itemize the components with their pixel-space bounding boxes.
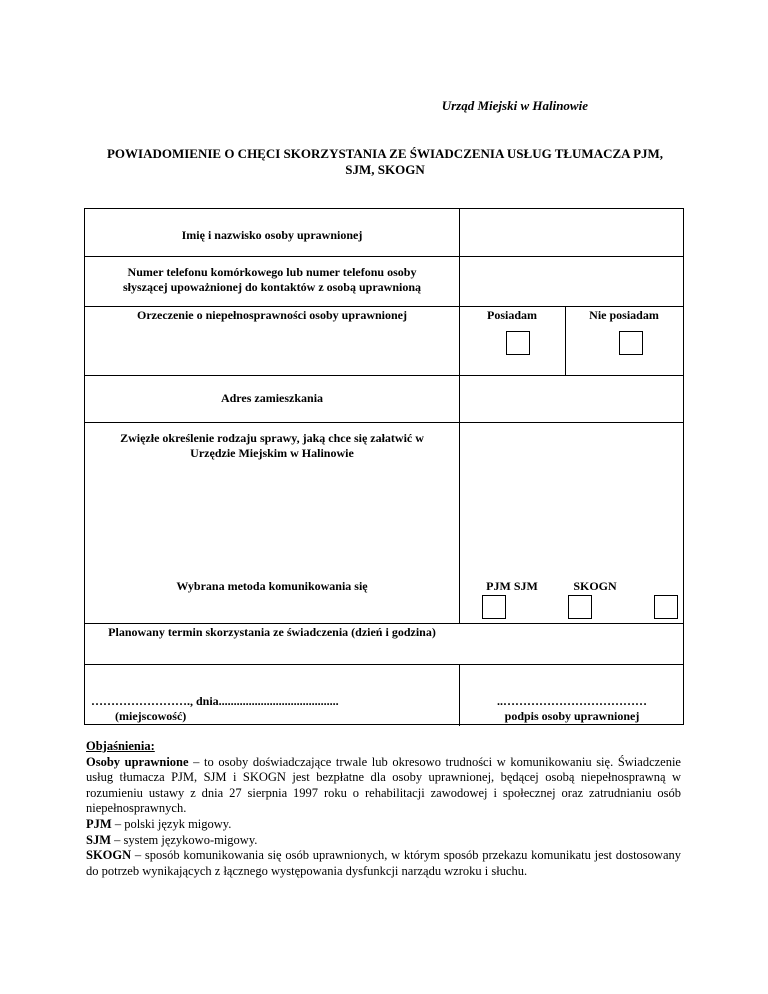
- explanation-entitled: [86, 755, 681, 817]
- term-pjm: PJM: [86, 816, 112, 831]
- method-skogn-label: SKOGN: [573, 579, 617, 593]
- explanation-pjm: [86, 817, 681, 833]
- method-pjm-checkbox[interactable]: [482, 595, 506, 619]
- phone-label-line-2: słyszącej upoważnionej do kontaktów z osobą uprawnioną: [122, 280, 422, 294]
- phone-label: [85, 265, 459, 295]
- term-sjm: SJM: [86, 832, 111, 847]
- place-date-line: ……………………., dnia........................................: [91, 694, 339, 708]
- explanations-heading: Objaśnienia:: [86, 739, 155, 753]
- option-not-have-label: Nie posiadam: [589, 308, 659, 322]
- signature-caption: podpis osoby uprawnionej: [504, 709, 640, 723]
- phone-field[interactable]: [461, 257, 683, 305]
- option-have-label: Posiadam: [486, 308, 537, 322]
- definition-entitled: – to osoby doświadczające trwale lub okresowo trudności w komunikowaniu się. Świadczenie usług tłumacza PJM, SJM i SKOGN jest bezpłatne dla osoby uprawnionej, będącej osobą niepełnosprawną w rozumieniu ustawy z dnia 27 sierpnia 1997 roku o rehabilitacji zawodowej i społecznej oraz zatrudnianiu osób niepełnosprawnych.: [86, 754, 681, 816]
- method-pjm-sjm-label: PJM SJM: [486, 579, 538, 593]
- definition-pjm: – polski język migowy.: [111, 816, 232, 831]
- not-have-checkbox[interactable]: [619, 331, 643, 355]
- signature-line: ..………………………………: [497, 694, 647, 708]
- matter-label-line-1: Zwięzłe określenie rodzaju sprawy, jaką chce się załatwić w: [120, 431, 424, 445]
- address-field[interactable]: [461, 376, 683, 421]
- method-label: Wybrana metoda komunikowania się: [176, 579, 368, 593]
- matter-label-line-2: Urzędzie Miejskim w Halinowie: [190, 446, 354, 460]
- definition-skogn: – sposób komunikowania się osób uprawnionych, w którym sposób przekazu komunikatu jest dostosowany do potrzeb wynikających z łącznego występowania dysfunkcji narządu wzroku i słuchu.: [86, 848, 681, 878]
- explanation-sjm: [86, 833, 681, 849]
- have-checkbox[interactable]: [506, 331, 530, 355]
- method-skogn-checkbox[interactable]: [654, 595, 678, 619]
- explanation-skogn: [86, 848, 681, 879]
- term-skogn: SKOGN: [86, 848, 132, 863]
- office-name: Urząd Miejski w Halinowie: [441, 98, 588, 113]
- phone-label-line-1: Numer telefonu komórkowego lub numer telefonu osoby: [127, 265, 417, 279]
- term-field[interactable]: [461, 624, 683, 663]
- divider: [85, 306, 683, 307]
- notification-form: [84, 208, 684, 725]
- explanations: [86, 739, 681, 879]
- matter-label: [85, 431, 459, 461]
- name-label: Imię i nazwisko osoby uprawnionej: [181, 228, 363, 242]
- title-line-1: POWIADOMIENIE O CHĘCI SKORZYSTANIA ZE ŚWIADCZENIA USŁUG TŁUMACZA PJM,: [106, 146, 664, 161]
- disability-label: Orzeczenie o niepełnosprawności osoby uprawnionej: [137, 308, 407, 322]
- column-divider: [459, 209, 460, 623]
- matter-field[interactable]: [461, 423, 683, 573]
- address-label: Adres zamieszkania: [220, 391, 324, 405]
- divider: [85, 664, 683, 665]
- place-caption: (miejscowość): [115, 709, 187, 723]
- definition-sjm: – system językowo-migowy.: [111, 832, 258, 847]
- document-title: [90, 146, 680, 178]
- term-entitled: Osoby uprawnione: [86, 754, 189, 769]
- title-line-2: SJM, SKOGN: [345, 162, 425, 177]
- method-sjm-checkbox[interactable]: [568, 595, 592, 619]
- term-label: Planowany termin skorzystania ze świadczenia (dzień i godzina): [108, 625, 436, 639]
- name-field[interactable]: [461, 210, 683, 255]
